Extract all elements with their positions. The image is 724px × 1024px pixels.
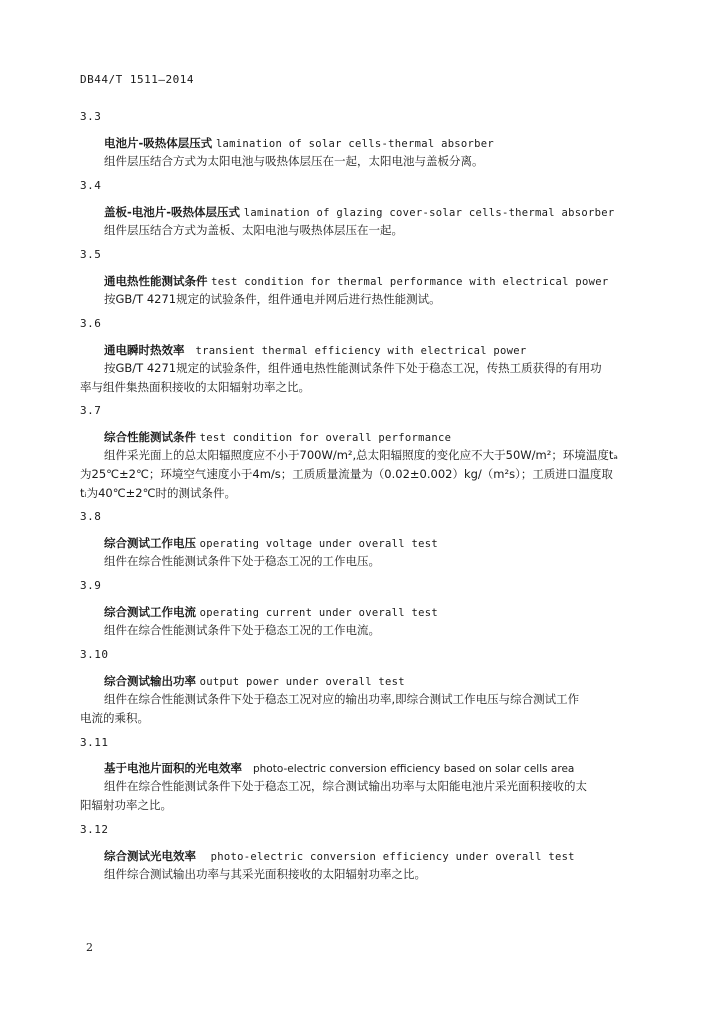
term-chinese: 综合测试工作电压 xyxy=(104,536,196,550)
term-english: lamination of solar cells-thermal absorber xyxy=(215,138,495,150)
term-chinese: 通电瞬时热效率 xyxy=(104,343,185,357)
term-heading xyxy=(104,342,527,358)
clause-number: 3.3 xyxy=(80,110,102,123)
clause-number: 3.5 xyxy=(80,248,102,261)
definition-line: 组件采光面上的总太阳辐照度应不小于700W/m²,总太阳辐照度的变化应不大于50W/m²；环境温度tₐ xyxy=(104,448,618,462)
definition-line: 阳辐射功率之比。 xyxy=(80,798,172,812)
term-english: operating voltage under overall test xyxy=(199,538,439,550)
term-chinese: 电池片-吸热体层压式 xyxy=(104,136,213,150)
definition-line: 组件在综合性能测试条件下处于稳态工况的工作电压。 xyxy=(104,554,380,568)
term-heading xyxy=(104,135,494,151)
definition-line: 电流的乘积。 xyxy=(80,711,149,725)
document-header: DB44/T 1511—2014 xyxy=(80,73,194,86)
clause-number: 3.12 xyxy=(80,823,109,836)
definition-line: 按GB/T 4271规定的试验条件，组件通电热性能测试条件下处于稳态工况，传热工质获得的有用功 xyxy=(104,361,602,375)
term-heading xyxy=(104,204,615,220)
definition-line: 组件在综合性能测试条件下处于稳态工况的工作电流。 xyxy=(104,623,380,637)
definition-line: 按GB/T 4271规定的试验条件，组件通电并网后进行热性能测试。 xyxy=(104,292,441,306)
definition-line: 组件层压结合方式为盖板、太阳电池与吸热体层压在一起。 xyxy=(104,223,403,237)
term-chinese: 综合测试光电效率 xyxy=(104,849,196,863)
definition-line: 组件综合测试输出功率与其采光面积接收的太阳辐射功率之比。 xyxy=(104,867,426,881)
term-heading xyxy=(104,604,438,620)
clause-number: 3.10 xyxy=(80,648,109,661)
term-chinese: 基于电池片面积的光电效率 xyxy=(104,761,242,775)
term-heading xyxy=(104,760,574,776)
clause-number: 3.4 xyxy=(80,179,102,192)
term-chinese: 通电热性能测试条件 xyxy=(104,274,208,288)
term-english: operating current under overall test xyxy=(199,607,439,619)
term-english: transient thermal efficiency with electrical power xyxy=(195,345,527,357)
term-heading xyxy=(104,429,451,445)
clause-number: 3.8 xyxy=(80,510,102,523)
term-chinese: 盖板-电池片-吸热体层压式 xyxy=(104,205,241,219)
term-english: photo-electric conversion efficiency under overall test xyxy=(210,851,575,863)
clause-number: 3.6 xyxy=(80,317,102,330)
clause-number: 3.9 xyxy=(80,579,102,592)
term-english: test condition for overall performance xyxy=(199,432,452,444)
definition-line: tᵢ为40℃±2℃时的测试条件。 xyxy=(80,486,236,500)
definition-line: 组件在综合性能测试条件下处于稳态工况对应的输出功率,即综合测试工作电压与综合测试工作 xyxy=(104,692,580,706)
term-english: lamination of glazing cover-solar cells-thermal absorber xyxy=(243,207,615,219)
definition-line: 率与组件集热面积接收的太阳辐射功率之比。 xyxy=(80,380,310,394)
term-english: output power under overall test xyxy=(199,676,405,688)
definition-line: 组件层压结合方式为太阳电池与吸热体层压在一起，太阳电池与盖板分离。 xyxy=(104,154,484,168)
term-english: photo-electric conversion efficiency based on solar cells area xyxy=(252,763,575,775)
term-heading xyxy=(104,535,438,551)
clause-number: 3.7 xyxy=(80,404,102,417)
term-heading xyxy=(104,848,575,864)
term-heading xyxy=(104,673,405,689)
page-number: 2 xyxy=(86,941,93,954)
term-chinese: 综合测试输出功率 xyxy=(104,674,196,688)
clause-number: 3.11 xyxy=(80,736,109,749)
term-chinese: 综合性能测试条件 xyxy=(104,430,196,444)
definition-line: 为25℃±2℃；环境空气速度小于4m/s；工质质量流量为（0.02±0.002）kg/（m²s）；工质进口温度取 xyxy=(80,467,613,481)
definition-line: 组件在综合性能测试条件下处于稳态工况，综合测试输出功率与太阳能电池片采光面积接收的太 xyxy=(104,779,587,793)
term-heading xyxy=(104,273,608,289)
term-english: test condition for thermal performance with electrical power xyxy=(211,276,609,288)
term-chinese: 综合测试工作电流 xyxy=(104,605,196,619)
